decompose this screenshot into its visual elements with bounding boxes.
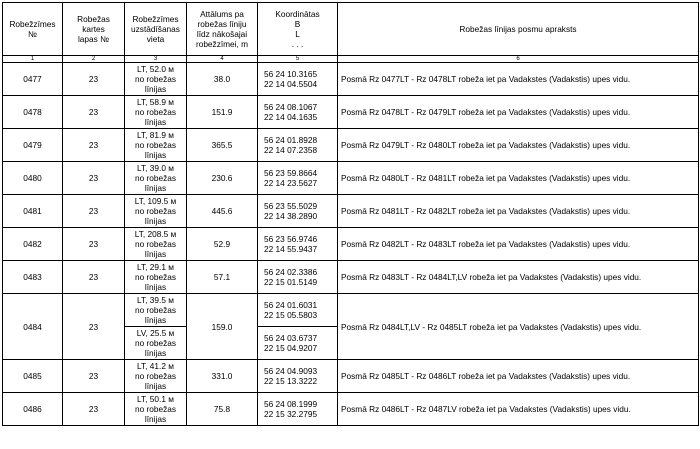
distance: 75.8	[187, 393, 258, 426]
placement: LT, 58.9 м no robežas līnijas	[125, 96, 187, 129]
map-sheet: 23	[63, 393, 125, 426]
placement: LV, 25.5 м no robežas līnijas	[125, 327, 187, 360]
coordinates: 56 23 56.9746 22 14 55.9437	[258, 228, 338, 261]
description: Posmā Rz 0479LT - Rz 0480LT robeža iet pa Vadakstes (Vadakstis) upes vidu.	[338, 129, 699, 162]
header-placement: Robežzīmes uzstādīšanas vieta	[125, 3, 187, 56]
table-row	[3, 96, 699, 129]
distance: 159.0	[187, 294, 258, 360]
mark-number: 0484	[3, 294, 63, 360]
coordinates: 56 23 55.5029 22 14 38.2890	[258, 195, 338, 228]
header-map-sheet: Robežas kartes lapas №	[63, 3, 125, 56]
distance: 445.6	[187, 195, 258, 228]
coordinates: 56 24 08.1999 22 15 32.2795	[258, 393, 338, 426]
description: Posmā Rz 0483LT - Rz 0484LT,LV robeža iet pa Vadakstes (Vadakstis) upes vidu.	[338, 261, 699, 294]
placement: LT, 50.1 м no robežas līnijas	[125, 393, 187, 426]
mark-number: 0479	[3, 129, 63, 162]
placement: LT, 52.0 м no robežas līnijas	[125, 63, 187, 96]
table-row	[3, 360, 699, 393]
column-number: 5	[258, 56, 338, 63]
coordinates: 56 24 10.3165 22 14 04.5504	[258, 63, 338, 96]
distance: 151.9	[187, 96, 258, 129]
map-sheet: 23	[63, 294, 125, 360]
column-number-row	[3, 56, 699, 63]
column-number: 1	[3, 56, 63, 63]
distance: 57.1	[187, 261, 258, 294]
distance: 38.0	[187, 63, 258, 96]
table-row	[3, 393, 699, 426]
header-row	[3, 3, 699, 56]
header-mark-number: Robežzīmes №	[3, 3, 63, 56]
coordinates: 56 24 02.3386 22 15 01.5149	[258, 261, 338, 294]
table-row	[3, 63, 699, 96]
table-row	[3, 129, 699, 162]
map-sheet: 23	[63, 261, 125, 294]
mark-number: 0485	[3, 360, 63, 393]
mark-number: 0480	[3, 162, 63, 195]
map-sheet: 23	[63, 228, 125, 261]
map-sheet: 23	[63, 162, 125, 195]
description: Posmā Rz 0484LT,LV - Rz 0485LT robeža iet pa Vadakstes (Vadakstis) upes vidu.	[338, 294, 699, 360]
header-coordinates: Koordinātas B L . . .	[258, 3, 338, 56]
description: Posmā Rz 0486LT - Rz 0487LV robeža iet pa Vadakstes (Vadakstis) upes vidu.	[338, 393, 699, 426]
mark-number: 0486	[3, 393, 63, 426]
placement: LT, 41.2 м no robežas līnijas	[125, 360, 187, 393]
column-number: 6	[338, 56, 699, 63]
coordinates: 56 24 01.6031 22 15 05.5803	[258, 294, 338, 327]
mark-number: 0482	[3, 228, 63, 261]
map-sheet: 23	[63, 195, 125, 228]
placement: LT, 29.1 м no robežas līnijas	[125, 261, 187, 294]
description: Posmā Rz 0480LT - Rz 0481LT robeža iet pa Vadakstes (Vadakstis) upes vidu.	[338, 162, 699, 195]
coordinates: 56 24 01.8928 22 14 07.2358	[258, 129, 338, 162]
map-sheet: 23	[63, 360, 125, 393]
table-row	[3, 195, 699, 228]
table-row	[3, 228, 699, 261]
map-sheet: 23	[63, 129, 125, 162]
table-row	[3, 261, 699, 294]
description: Posmā Rz 0481LT - Rz 0482LT robeža iet pa Vadakstes (Vadakstis) upes vidu.	[338, 195, 699, 228]
map-sheet: 23	[63, 96, 125, 129]
table-row	[3, 162, 699, 195]
map-sheet: 23	[63, 63, 125, 96]
coordinates: 56 24 03.6737 22 15 04.9207	[258, 327, 338, 360]
placement: LT, 109.5 м no robežas līnijas	[125, 195, 187, 228]
description: Posmā Rz 0477LT - Rz 0478LT robeža iet pa Vadakstes (Vadakstis) upes vidu.	[338, 63, 699, 96]
placement: LT, 208.5 м no robežas līnijas	[125, 228, 187, 261]
mark-number: 0483	[3, 261, 63, 294]
column-number: 2	[63, 56, 125, 63]
header-description: Robežas līnijas posmu apraksts	[338, 3, 699, 56]
border-marks-table-sheet	[2, 2, 698, 447]
description: Posmā Rz 0485LT - Rz 0486LT robeža iet pa Vadakstes (Vadakstis) upes vidu.	[338, 360, 699, 393]
table-row	[3, 294, 699, 327]
placement: LT, 81.9 м no robežas līnijas	[125, 129, 187, 162]
coordinates: 56 23 59.8664 22 14 23.5627	[258, 162, 338, 195]
coordinates: 56 24 08.1067 22 14 04.1635	[258, 96, 338, 129]
distance: 230.6	[187, 162, 258, 195]
mark-number: 0478	[3, 96, 63, 129]
header-distance: Attālums pa robežas līniju līdz nākošajai robežzīmei, m	[187, 3, 258, 56]
placement: LT, 39.0 м no robežas līnijas	[125, 162, 187, 195]
column-number: 3	[125, 56, 187, 63]
placement: LT, 39.5 м no robežas līnijas	[125, 294, 187, 327]
distance: 365.5	[187, 129, 258, 162]
description: Posmā Rz 0478LT - Rz 0479LT robeža iet pa Vadakstes (Vadakstis) upes vidu.	[338, 96, 699, 129]
distance: 52.9	[187, 228, 258, 261]
mark-number: 0477	[3, 63, 63, 96]
distance: 331.0	[187, 360, 258, 393]
column-number: 4	[187, 56, 258, 63]
border-marks-table	[2, 2, 699, 426]
coordinates: 56 24 04.9093 22 15 13.3222	[258, 360, 338, 393]
description: Posmā Rz 0482LT - Rz 0483LT robeža iet pa Vadakstes (Vadakstis) upes vidu.	[338, 228, 699, 261]
mark-number: 0481	[3, 195, 63, 228]
